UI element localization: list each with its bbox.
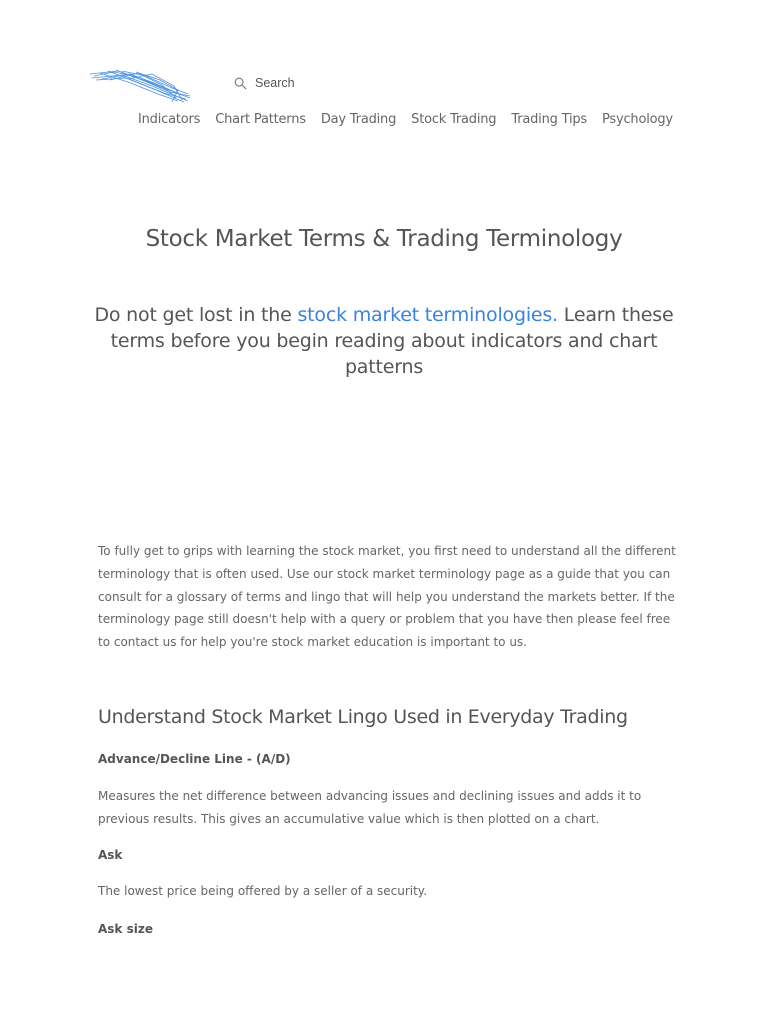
nav-item-stock-trading[interactable]: Stock Trading [411,112,497,127]
section-title: Understand Stock Market Lingo Used in Everyday Trading [98,706,628,728]
lede-text-after: Learn these terms before you begin reading about indicators and chart patterns [110,304,674,378]
definition-ask: The lowest price being offered by a seller of a security. [98,884,428,898]
main-nav [138,112,673,127]
site-logo[interactable] [88,68,192,104]
nav-item-chart-patterns[interactable]: Chart Patterns [215,112,306,127]
nav-item-psychology[interactable]: Psychology [601,112,673,127]
nav-item-indicators[interactable]: Indicators [138,112,201,127]
nav-item-day-trading[interactable]: Day Trading [320,112,397,127]
term-advance-decline: Advance/Decline Line - (A/D) [98,752,291,766]
nav-item-trading-tips[interactable]: Trading Tips [511,112,587,127]
site-header [0,0,768,150]
search-label: Search [255,76,295,90]
terminologies-link[interactable]: stock market terminologies. [297,304,558,326]
term-ask: Ask [98,848,123,862]
hero-lede [78,302,690,380]
lede-text-before: Do not get lost in the [94,304,298,326]
search-icon [234,77,247,90]
term-ask-size: Ask size [98,922,153,936]
definition-advance-decline: Measures the net difference between advancing issues and declining issues and adds it to previous results. This gives an accumulative value which is then plotted on a chart. [98,789,642,826]
search-box[interactable] [234,76,295,90]
page-title: Stock Market Terms & Trading Terminology [145,226,623,252]
intro-paragraph: To fully get to grips with learning the stock market, you first need to understand all the different terminology that is often used. Use our stock market terminology page as a guide that you can consult for a glossary of terms and lingo that will help you understand the markets better. If the terminology page still doesn't help with a query or problem that you have then please feel free to contact us for help you're stock market education is important to us. [98,544,676,650]
